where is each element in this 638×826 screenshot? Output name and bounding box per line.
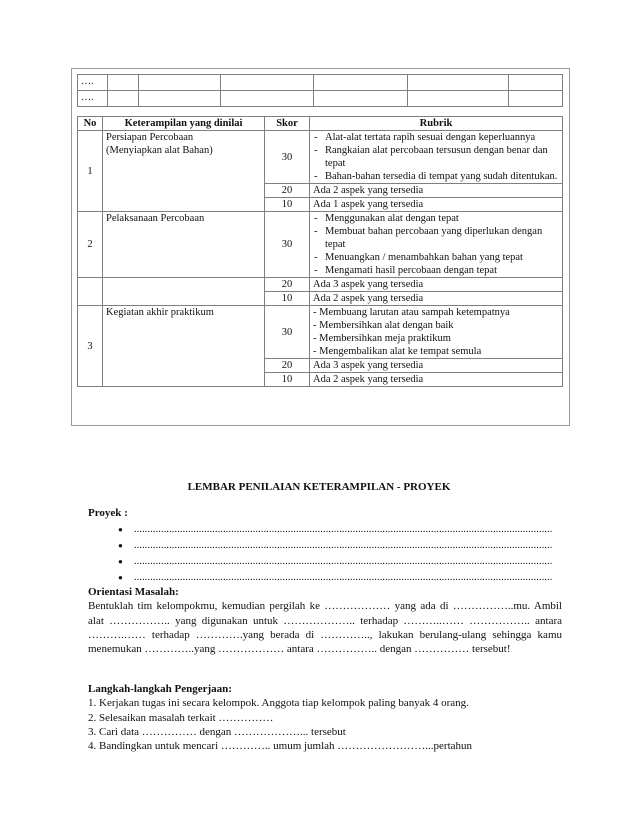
row-rubric: Ada 3 aspek yang tersedia: [310, 278, 563, 292]
dots-line: ● ...........................................................................................................................................................: [134, 556, 553, 568]
orientasi-body: Bentuklah tim kelompokmu, kemudian pergilah ke ……………… yang ada di ……………..mu. Ambil alat …………….. yang digunakan untuk ……………….. terhadap ………..…… …………….. antara ……….…… terhadap ………….yang berada di ………….., lakukan berulang-ulang sehingga kamu menemukan …………..yang ……………… antara …………….. dengan …………… tersebut!: [88, 600, 562, 656]
list-item: [118, 554, 562, 570]
row-rubric: Ada 2 aspek yang tersedia: [310, 292, 563, 306]
table-row: [78, 131, 563, 184]
table-cell: [508, 91, 562, 107]
table-cell: [508, 75, 562, 91]
row-rubric: Ada 2 aspek yang tersedia: [310, 184, 563, 198]
rubric-item: - Rangkaian alat percobaan tersusun dengan benar dan tepat: [313, 144, 559, 170]
table-row: [78, 75, 563, 91]
row-skill: Pelaksanaan Percobaan: [103, 212, 265, 278]
dots-line: ● ...........................................................................................................................................................: [134, 524, 553, 536]
rubric-header-row: [78, 117, 563, 131]
table-row: [78, 91, 563, 107]
row-skill: [103, 131, 265, 212]
proyek-section: [88, 506, 562, 586]
row-score: 30: [265, 131, 310, 184]
row-rubric: [310, 306, 563, 359]
rubric-item: - Membersihkan meja praktikum: [313, 333, 451, 344]
proyek-list: [88, 522, 562, 586]
list-item: [118, 538, 562, 554]
rubric-item: - Membuang larutan atau sampah ketempatnya: [313, 307, 510, 318]
rubric-item: - Alat-alat tertata rapih sesuai dengan keperluannya: [313, 131, 559, 144]
dots-line: ● ...........................................................................................................................................................: [134, 572, 553, 584]
rubric-item: - Mengamati hasil percobaan dengan tepat: [313, 264, 559, 277]
row-score: 30: [265, 306, 310, 359]
langkah-list: [88, 696, 562, 753]
table-cell: [108, 75, 139, 91]
header-skill: Keterampilan yang dinilai: [103, 117, 265, 131]
row-no: 3: [78, 306, 103, 387]
row-score: 10: [265, 373, 310, 387]
list-item: 4. Bandingkan untuk mencari ………….. umum jumlah ……………………...pertahun: [88, 740, 473, 753]
row-rubric: Ada 3 aspek yang tersedia: [310, 359, 563, 373]
skill-line: (Menyiapkan alat Bahan): [106, 145, 213, 156]
langkah-heading: Langkah-langkah Pengerjaan:: [88, 683, 232, 695]
row-skill: Kegiatan akhir praktikum: [103, 306, 265, 387]
table-row: [78, 278, 563, 292]
list-item: [118, 570, 562, 586]
row-score: 20: [265, 359, 310, 373]
table-cell: [314, 75, 407, 91]
list-item: [118, 522, 562, 538]
table-row: [78, 212, 563, 278]
row-rubric: [310, 131, 563, 184]
orientasi-heading: Orientasi Masalah:: [88, 586, 179, 598]
table-cell: ….: [78, 91, 108, 107]
skill-line: Persiapan Percobaan: [106, 132, 194, 143]
rubric-item: - Mengembalikan alat ke tempat semula: [313, 346, 482, 357]
row-skill: [103, 278, 265, 306]
table-cell: [407, 75, 508, 91]
row-no: 2: [78, 212, 103, 278]
table-cell: [314, 91, 407, 107]
rubric-item: - Membuat bahan percobaan yang diperlukan dengan tepat: [313, 225, 559, 251]
table-cell: [220, 91, 313, 107]
table-cell: [138, 91, 220, 107]
langkah-section: [88, 682, 562, 753]
rubric-item: - Menuangkan / menambahkan bahan yang tepat: [313, 251, 559, 264]
dots-line: ● ...........................................................................................................................................................: [134, 540, 553, 552]
list-item: 3. Cari data …………… dengan ………………... tersebut: [88, 725, 346, 738]
row-score: 20: [265, 184, 310, 198]
rubric-table: [77, 116, 563, 387]
table-cell: [220, 75, 313, 91]
rubric-item: - Membersihkan alat dengan baik: [313, 320, 454, 331]
proyek-label: Proyek :: [88, 507, 128, 519]
table-row: [78, 306, 563, 359]
row-score: 30: [265, 212, 310, 278]
row-rubric: [310, 212, 563, 278]
header-score: Skor: [265, 117, 310, 131]
rubric-item: - Menggunakan alat dengan tepat: [313, 212, 559, 225]
table-cell: [138, 75, 220, 91]
header-no: No: [78, 117, 103, 131]
top-table: [77, 74, 563, 107]
row-no: 1: [78, 131, 103, 212]
row-score: 10: [265, 292, 310, 306]
list-item: 1. Kerjakan tugas ini secara kelompok. Anggota tiap kelompok paling banyak 4 orang.: [88, 697, 469, 710]
row-rubric: Ada 2 aspek yang tersedia: [310, 373, 563, 387]
row-score: 20: [265, 278, 310, 292]
orientasi-section: [88, 585, 562, 656]
header-rubric: Rubrik: [310, 117, 563, 131]
table-cell: ….: [78, 75, 108, 91]
row-score: 10: [265, 198, 310, 212]
table-cell: [407, 91, 508, 107]
list-item: 2. Selesaikan masalah terkait ……………: [88, 711, 274, 724]
row-rubric: Ada 1 aspek yang tersedia: [310, 198, 563, 212]
section-title: LEMBAR PENILAIAN KETERAMPILAN - PROYEK: [187, 481, 451, 493]
row-no: [78, 278, 103, 306]
table-cell: [108, 91, 139, 107]
rubric-item: - Bahan-bahan tersedia di tempat yang sudah ditentukan.: [313, 170, 559, 183]
